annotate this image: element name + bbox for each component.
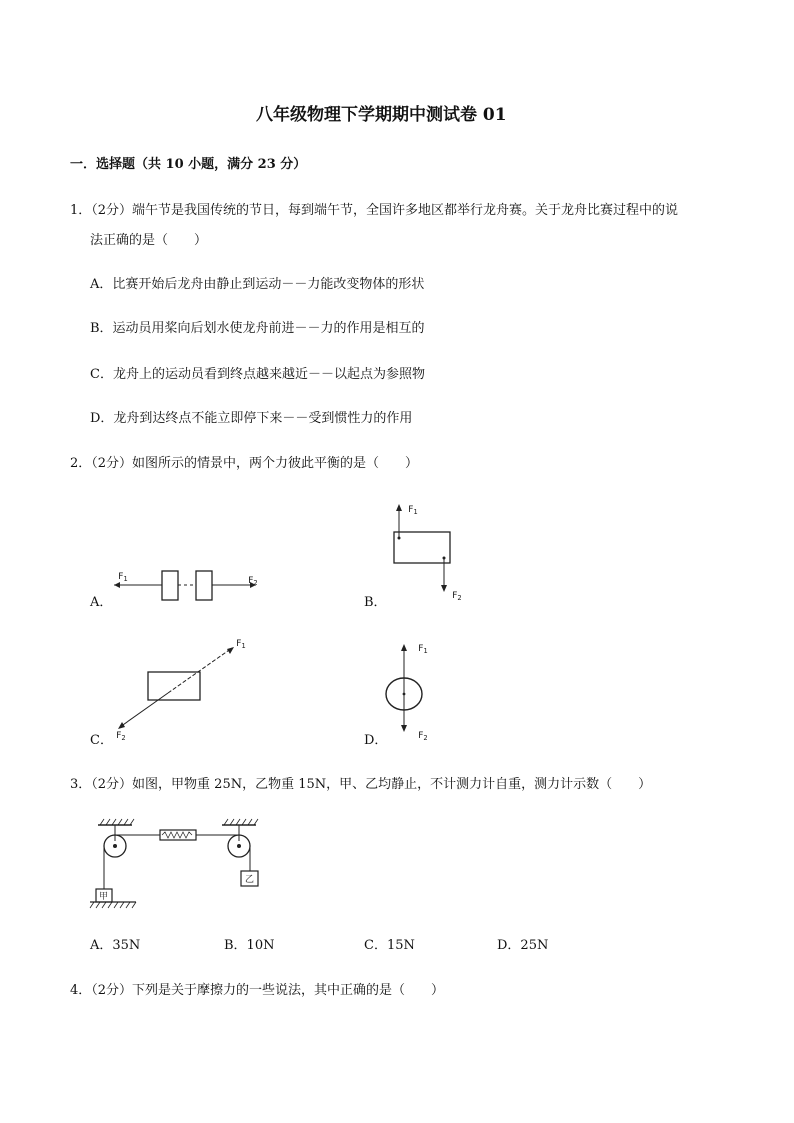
svg-text:F1: $F_1$ [118,572,128,583]
q3-jia-label: 甲 [99,892,109,902]
q1-stem-line2: 法正确的是（ ） [90,233,208,248]
q3-option-b: B．10N [224,938,275,953]
q3-stem: 3．（2分）如图，甲物重 25N，乙物重 15N，甲、乙均静止，不计测力计自重，测力计示数（ ） [70,777,652,792]
q1-option-b: B．运动员用桨向后划水使龙舟前进－－力的作用是相互的 [90,321,425,336]
q1-option-c: C．龙舟上的运动员看到终点越来越近－－以起点为参照物 [90,367,425,382]
q3-option-a: A．35N [90,938,141,953]
svg-text:F1: $F_1$ [236,639,246,650]
q2-stem: 2．（2分）如图所示的情景中，两个力彼此平衡的是（ ） [70,456,419,471]
q3-option-d: D．25N [497,938,549,953]
q3-yi-label: 乙 [245,875,255,885]
svg-text:F1: $F_1$ [408,505,418,516]
q2-figure-a [108,566,278,606]
q1-option-a: A．比赛开始后龙舟由静止到运动－－力能改变物体的形状 [90,277,425,292]
page-title: 八年级物理下学期期中测试卷 01 [256,105,507,125]
q2-figure-c [110,634,260,744]
q1-option-d: D．龙舟到达终点不能立即停下来－－受到惯性力的作用 [90,411,413,426]
svg-text:F2: $F_2$ [418,731,428,742]
svg-text:F1: $F_1$ [418,644,428,655]
q2-label-c: C． [90,733,113,748]
q2-label-d: D． [364,733,388,748]
q2-label-a: A． [90,595,113,610]
svg-text:F2: $F_2$ [452,591,462,602]
section-heading: 一．选择题（共 10 小题，满分 23 分） [70,157,307,172]
q2-label-b: B． [364,595,387,610]
q4-stem: 4．（2分）下列是关于摩擦力的一些说法，其中正确的是（ ） [70,983,445,998]
svg-text:F2: $F_2$ [248,576,258,587]
q1-stem-line1: 1．（2分）端午节是我国传统的节日，每到端午节，全国许多地区都举行龙舟赛。关于龙舟比赛过程中的说 [70,203,679,218]
q2-figure-b [380,496,480,606]
q2-figure-d [382,636,462,746]
q3-option-c: C．15N [364,938,415,953]
svg-text:F2: $F_2$ [116,731,126,742]
q3-pulley-figure [90,815,270,915]
